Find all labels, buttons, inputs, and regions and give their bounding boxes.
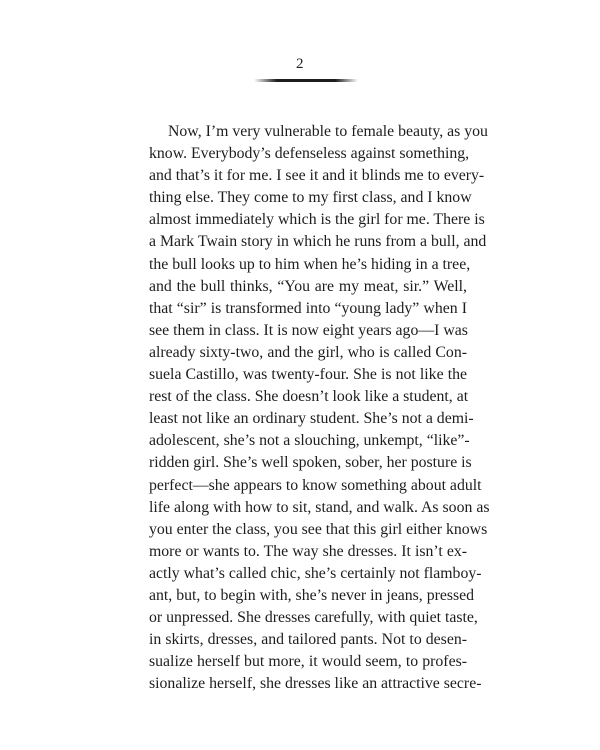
text-line: that “sir” is transformed into “young lady” when I: [149, 299, 467, 317]
text-line: ant, but, to begin with, she’s never in jeans, pressed: [149, 586, 475, 604]
text-line: least not like an ordinary student. She’s not a demi-: [149, 410, 474, 428]
text-line: adolescent, she’s not a slouching, unkempt, “like”-: [149, 432, 470, 450]
text-line: ridden girl. She’s well spoken, sober, her posture is: [149, 454, 472, 472]
text-line: Now, I’m very vulnerable to female beauty, as you: [168, 123, 488, 140]
text-line: suela Castillo, was twenty-four. She is not like the: [149, 366, 467, 384]
text-line: already sixty-two, and the girl, who is called Con-: [149, 343, 467, 361]
text-line: and that’s it for me. I see it and it blinds me to every-: [149, 167, 485, 185]
chapter-number: 2: [296, 56, 304, 72]
text-line: the bull looks up to him when he’s hiding in a tree,: [149, 255, 471, 273]
text-line: thing else. They come to my first class, and I know: [149, 189, 472, 207]
text-line: perfect—she appears to know something about adult: [149, 476, 482, 494]
body-text: [149, 121, 490, 695]
text-line: a Mark Twain story in which he runs from a bull, and: [149, 233, 487, 251]
text-line: life along with how to sit, stand, and walk. As soon as: [149, 498, 490, 516]
text-line: or unpressed. She dresses carefully, with quiet taste,: [149, 609, 478, 627]
text-line: rest of the class. She doesn’t look like a student, at: [149, 388, 469, 406]
text-line: in skirts, dresses, and tailored pants. Not to desen-: [149, 631, 467, 649]
text-line: know. Everybody’s defenseless against something,: [149, 145, 470, 163]
chapter-rule: [254, 79, 358, 82]
text-line: you enter the class, you see that this girl either knows: [149, 520, 488, 538]
text-line: sualize herself but more, it would seem, to profes-: [149, 653, 467, 671]
text-line: see them in class. It is now eight years ago—I was: [149, 321, 468, 339]
text-line: more or wants to. The way she dresses. It isn’t ex-: [149, 542, 467, 560]
text-line: almost immediately which is the girl for me. There is: [149, 211, 485, 229]
text-line: sionalize herself, she dresses like an attractive secre-: [149, 675, 482, 693]
text-line: and the bull thinks, “You are my meat, sir.” Well,: [149, 277, 467, 295]
text-line: actly what’s called chic, she’s certainly not flamboy-: [149, 564, 482, 582]
